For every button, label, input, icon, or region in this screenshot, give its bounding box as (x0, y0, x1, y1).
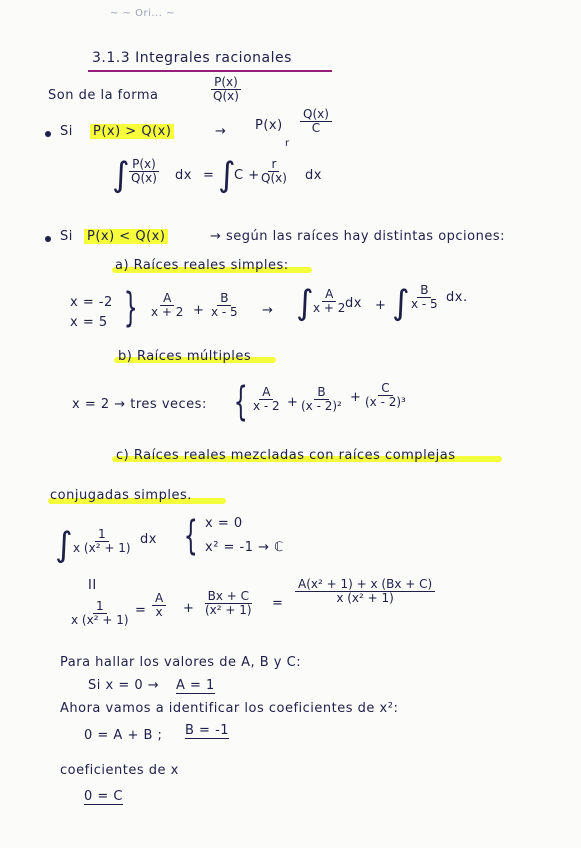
sub-c-title-1: c) Raíces reales mezcladas con raíces complejas (116, 448, 456, 463)
sub-c-eq: = (135, 603, 147, 618)
case1-rhs-num: r (268, 158, 279, 172)
sub-a-dx-1: dx (345, 296, 362, 311)
sub-c-lhs-frac (68, 600, 132, 626)
sub-a-plus: + (193, 303, 205, 318)
case1-sub: r (285, 138, 290, 149)
brace-icon: } (183, 513, 198, 559)
case1-equals: = (203, 168, 215, 183)
sub-b-f2-den: (x - 2)² (301, 398, 342, 413)
sub-c-dx: dx (140, 532, 157, 547)
sub-b-frac-3 (362, 382, 409, 408)
case1-rhs-frac (258, 158, 290, 184)
sub-c-line-3: Ahora vamos a identificar los coeficientes de x²: (60, 701, 399, 716)
section-title: 3.1.3 Integrales racionales (92, 50, 292, 66)
case1-condition: P(x) > Q(x) (90, 124, 174, 139)
sub-c-equiv: II (88, 578, 97, 593)
sub-c-rhs-num: A(x² + 1) + x (Bx + C) (295, 578, 435, 592)
sub-a-frac-2 (208, 292, 241, 318)
sub-c-t2-frac (202, 590, 255, 616)
integral-sign-icon: ∫ (296, 283, 314, 323)
sub-a-frac-1 (148, 292, 186, 318)
sub-a-int-1 (310, 288, 348, 314)
sub-c-rhs-frac (295, 578, 435, 604)
case1-integral-frac (128, 158, 160, 184)
case2-condition: P(x) < Q(x) (84, 229, 168, 244)
sub-c-t2-den: (x² + 1) (205, 602, 252, 617)
sub-c-plus: + (183, 601, 195, 616)
sub-a-f2-den: x - 5 (211, 304, 238, 319)
case1-rhs-c: C + (234, 168, 260, 183)
integral-sign-icon: ∫ (55, 525, 73, 565)
sub-a-f1-den: x + 2 (151, 304, 184, 319)
sub-c-lhs-num: 1 (93, 600, 107, 614)
sub-c-rhs-den: x (x² + 1) (336, 590, 394, 605)
bullet-icon (45, 131, 51, 137)
case2-si: Si (60, 229, 73, 244)
sub-b-plus-1: + (287, 395, 299, 410)
sub-b-frac-2 (298, 386, 345, 412)
sub-b-f1-den: x - 2 (253, 398, 280, 413)
intro-frac-den: Q(x) (213, 88, 239, 103)
sub-a-i2-den: x - 5 (411, 296, 438, 311)
sub-c-title-2: conjugadas simples. (50, 488, 192, 503)
sub-a-title: a) Raíces reales simples: (115, 258, 289, 273)
title-underline (88, 70, 332, 72)
integral-sign-icon: ∫ (112, 155, 130, 195)
sub-c-line-2-pre: Si x = 0 → (88, 678, 160, 693)
sub-a-arrow: → (262, 303, 274, 318)
sub-c-int-den: x (x² + 1) (73, 540, 131, 555)
sub-a-root-2: x = 5 (70, 315, 108, 330)
sub-c-line-1: Para hallar los valores de A, B y C: (60, 655, 302, 670)
sub-c-eq2: = (272, 596, 284, 611)
sub-b-text: x = 2 → tres veces: (72, 397, 207, 412)
case1-dx: dx (175, 168, 192, 183)
sub-c-t2-num: Bx + C (205, 590, 252, 604)
sub-b-plus-2: + (350, 390, 362, 405)
sub-c-root-2: x² = -1 → ℂ (205, 540, 284, 555)
sub-a-i2-num: B (417, 284, 431, 298)
sub-b-f3-num: C (378, 382, 392, 396)
case1-rhs-den: Q(x) (261, 170, 287, 185)
sub-a-i1-num: A (322, 288, 336, 302)
bullet-icon (45, 236, 51, 242)
sub-b-frac-1 (250, 386, 283, 412)
sub-b-title: b) Raíces múltiples (118, 349, 252, 364)
sub-b-f3-den: (x - 2)³ (365, 394, 406, 409)
integral-sign-icon: ∫ (218, 155, 236, 195)
sub-c-int-num: 1 (95, 528, 109, 542)
sub-c-int-frac (70, 528, 134, 554)
sub-a-root-1: x = -2 (70, 295, 113, 310)
sub-c-line-6: 0 = C (84, 789, 124, 804)
case1-si: Si (60, 124, 73, 139)
sub-c-root-1: x = 0 (205, 516, 243, 531)
sub-c-line-4-result: B = -1 (185, 723, 230, 738)
sub-c-line-5: coeficientes de x (60, 763, 179, 778)
intro-frac-num: P(x) (211, 76, 241, 90)
case1-arrow: → (215, 124, 227, 139)
sub-c-line-4-pre: 0 = A + B ; (84, 728, 163, 743)
sub-c-t1-frac (152, 592, 166, 618)
case1-result-num: Q(x) (300, 108, 332, 122)
case1-result-frac (300, 108, 332, 134)
case1-int-num: P(x) (129, 158, 159, 172)
sub-b-f1-num: A (259, 386, 273, 400)
sub-c-lhs-den: x (x² + 1) (71, 612, 129, 627)
sub-c-t1-den: x (155, 604, 163, 619)
sub-a-int-2 (408, 284, 441, 310)
case1-result-den: C (311, 120, 321, 135)
sub-a-f2-num: B (217, 292, 231, 306)
sub-b-f2-num: B (314, 386, 328, 400)
sub-a-dx-2: dx. (446, 290, 468, 305)
sub-a-f1-num: A (160, 292, 174, 306)
case1-int-den: Q(x) (131, 170, 157, 185)
sub-c-t1-num: A (152, 592, 166, 606)
case1-rhs-dx: dx (305, 168, 322, 183)
header-fragment: ~ ~ Ori... ~ (110, 8, 175, 19)
sub-a-plus-2: + (375, 298, 387, 313)
sub-a-i1-den: x + 2 (313, 300, 346, 315)
intro-fraction (210, 76, 242, 102)
brace-icon: } (233, 379, 248, 425)
sub-c-line-2-result: A = 1 (176, 678, 215, 693)
case2-text: → según las raíces hay distintas opciones: (210, 229, 506, 244)
case1-result-lhs: P(x) (255, 118, 283, 133)
integral-sign-icon: ∫ (392, 283, 410, 323)
intro-text: Son de la forma (48, 88, 159, 103)
brace-icon: } (123, 285, 138, 331)
